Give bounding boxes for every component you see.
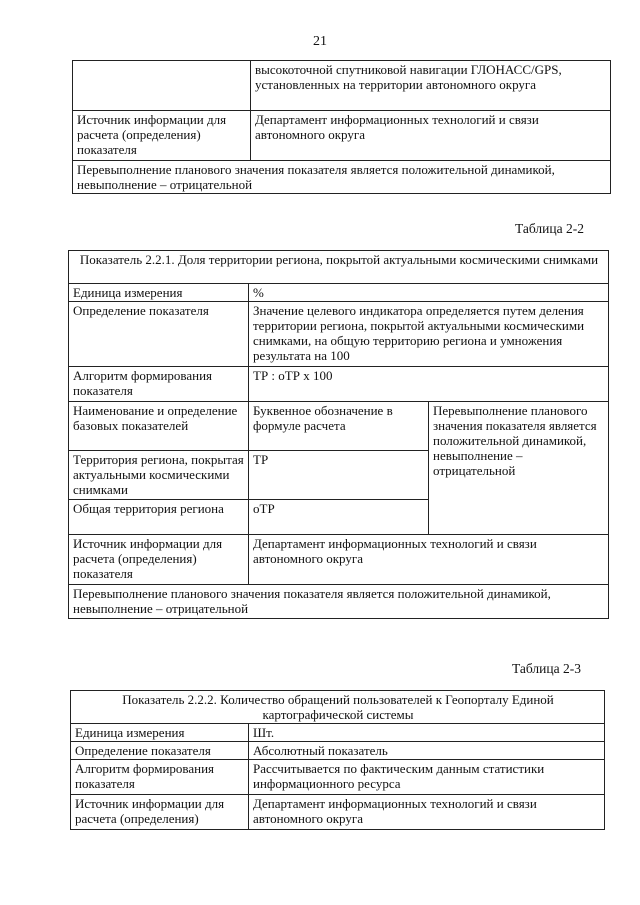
table-row <box>71 691 605 724</box>
row-label: Единица измерения <box>71 724 249 742</box>
indicator-table-2-3 <box>70 690 605 830</box>
table-row <box>73 161 611 194</box>
row-label: Наименование и определение базовых показателей <box>69 402 249 451</box>
row-value: Департамент информационных технологий и связи автономного округа <box>249 535 609 585</box>
table-row <box>69 302 609 367</box>
table-caption: Таблица 2-2 <box>515 221 584 236</box>
row-value: Департамент информационных технологий и связи автономного округа <box>249 795 605 830</box>
table-row <box>69 402 609 451</box>
row-label: Алгоритм формирования показателя <box>71 760 249 795</box>
row-value: Рассчитывается по фактическим данным статистики информационного ресурса <box>249 760 605 795</box>
formula: ТР : оТР х 100 <box>249 367 609 402</box>
row-label: Определение показателя <box>69 302 249 367</box>
table-row <box>69 251 609 284</box>
row-label: Единица измерения <box>69 284 249 302</box>
base-note: Перевыполнение планового значения показателя является положительной динамикой, невыполнение – отрицательной <box>429 402 609 535</box>
row-label <box>73 61 251 111</box>
row-label: Источник информации для расчета (определения) <box>71 795 249 830</box>
page-number: 21 <box>313 34 327 49</box>
table-row <box>71 760 605 795</box>
table-row <box>69 535 609 585</box>
indicator-title: Показатель 2.2.2. Количество обращений пользователей к Геопорталу Единой картографической системы <box>71 691 605 724</box>
row-label: Определение показателя <box>71 742 249 760</box>
table-footer-note: Перевыполнение планового значения показателя является положительной динамикой, невыполнение – отрицательной <box>69 585 609 619</box>
table-row <box>71 742 605 760</box>
row-value: % <box>249 284 609 302</box>
row-value: Департамент информационных технологий и связи автономного округа <box>251 111 611 161</box>
table-row <box>71 724 605 742</box>
row-value: Значение целевого индикатора определяется путем деления территории региона, покрытой актуальными космическими снимками, на общую территорию региона и умножения результата на 100 <box>249 302 609 367</box>
table-caption: Таблица 2-3 <box>512 661 581 676</box>
row-label: Общая территория региона <box>69 500 249 535</box>
row-value: высокоточной спутниковой навигации ГЛОНАСС/GPS, установленных на территории автономного округа <box>251 61 611 111</box>
table-row <box>69 367 609 402</box>
indicator-title: Показатель 2.2.1. Доля территории региона, покрытой актуальными космическими снимками <box>69 251 609 284</box>
symbol-header: Буквенное обозначение в формуле расчета <box>249 402 429 451</box>
row-label: Источник информации для расчета (определения) показателя <box>69 535 249 585</box>
row-label: Алгоритм формирования показателя <box>69 367 249 402</box>
row-value: Абсолютный показатель <box>249 742 605 760</box>
table-row <box>69 585 609 619</box>
row-label: Источник информации для расчета (определения) показателя <box>73 111 251 161</box>
indicator-table-2-2 <box>68 250 609 619</box>
table-row <box>73 61 611 111</box>
table-row <box>69 284 609 302</box>
row-value: Шт. <box>249 724 605 742</box>
symbol-value: ТР <box>249 451 429 500</box>
row-label: Территория региона, покрытая актуальными космическими снимками <box>69 451 249 500</box>
table-row <box>71 795 605 830</box>
table-row <box>73 111 611 161</box>
table-continuation <box>72 60 611 194</box>
symbol-value: оТР <box>249 500 429 535</box>
table-footer-note: Перевыполнение планового значения показателя является положительной динамикой, невыполнение – отрицательной <box>73 161 611 194</box>
